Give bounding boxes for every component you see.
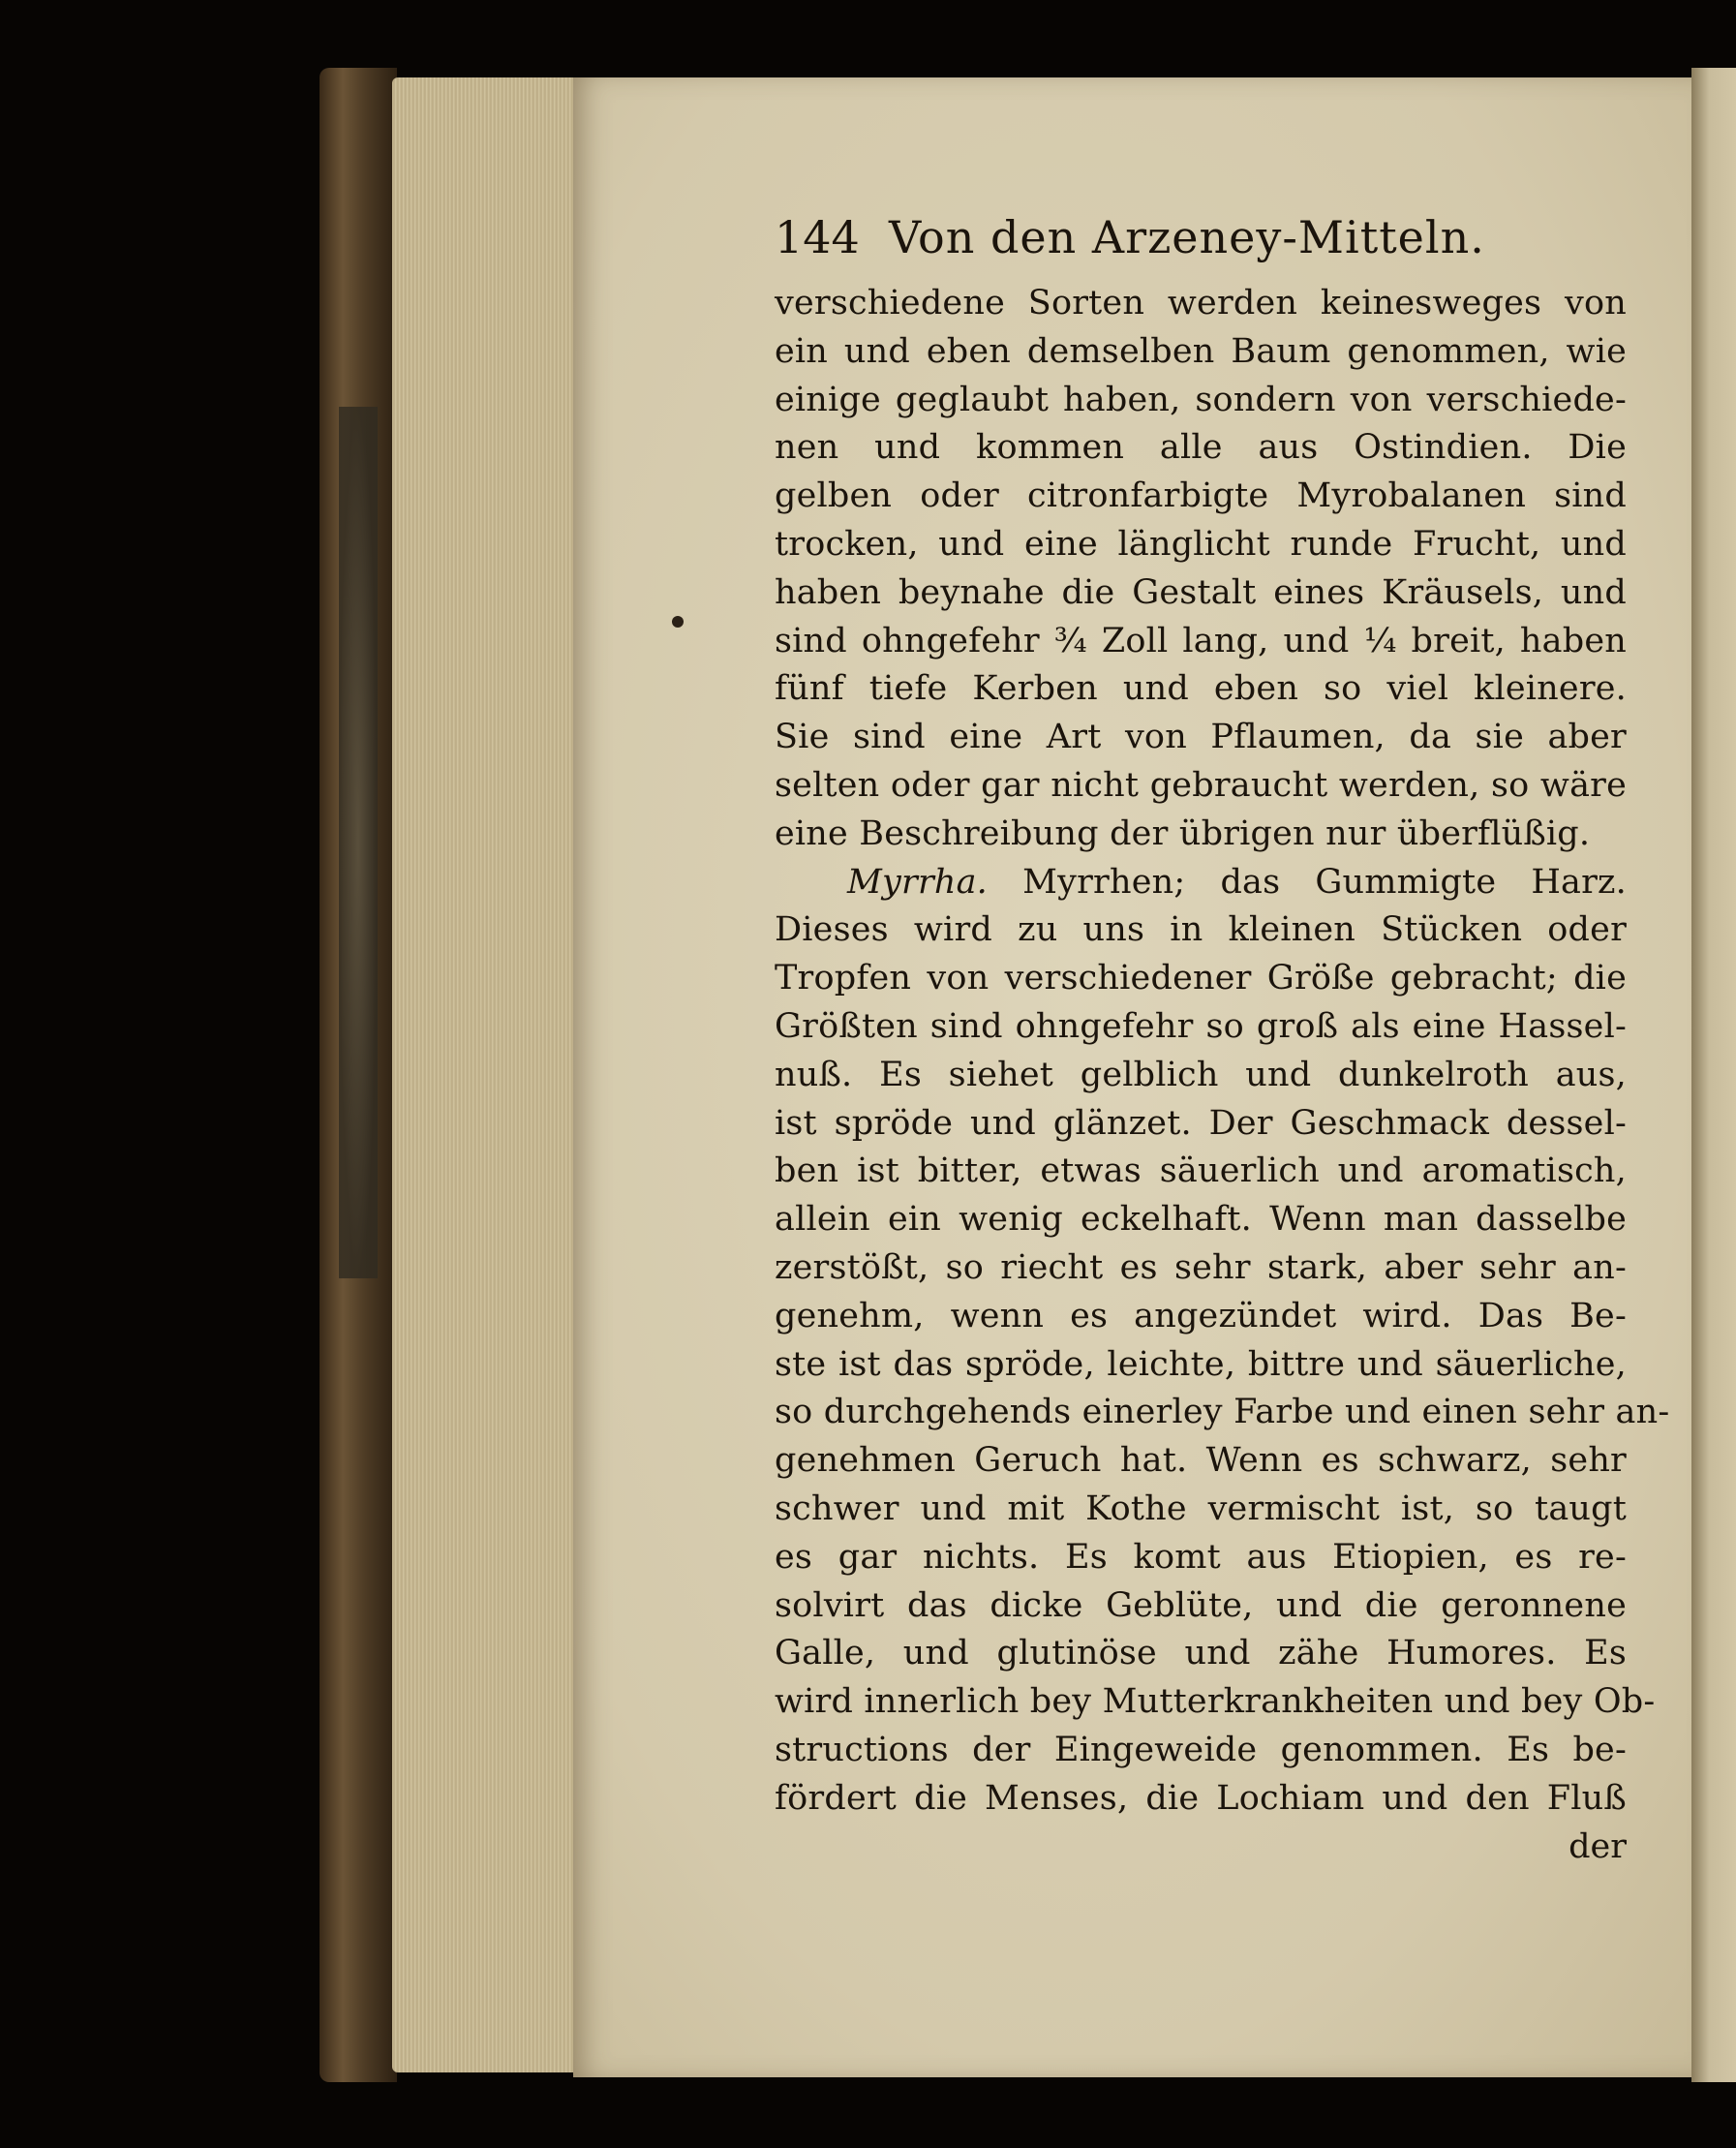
text-line: wird innerlich bey Mutterkrankheiten und bey Ob- xyxy=(775,1682,1656,1722)
text-line: Dieses wird zu uns in kleinen Stücken oder xyxy=(775,910,1627,950)
text-line: Galle, und glutinöse und zähe Humores. Es xyxy=(775,1634,1627,1673)
cover-mottling xyxy=(339,407,378,1278)
text-line: einige geglaubt haben, sondern von verschiede- xyxy=(775,380,1627,419)
page-edges xyxy=(392,77,576,2072)
text-line: structions der Eingeweide genommen. Es be- xyxy=(775,1730,1627,1769)
text-line: schwer und mit Kothe vermischt ist, so taugt xyxy=(775,1488,1627,1528)
text-line: Tropfen von verschiedener Größe gebracht; die xyxy=(775,959,1627,998)
text-line: fördert die Menses, die Lochiam und den Fluß xyxy=(775,1778,1627,1818)
text-line: ein und eben demselben Baum genommen, wie xyxy=(775,331,1627,371)
text-line: Sie sind eine Art von Pflaumen, da sie aber xyxy=(775,718,1627,757)
text-line: verschiedene Sorten werden keinesweges von xyxy=(775,284,1627,322)
text-line: nen und kommen alle aus Ostindien. Die xyxy=(775,428,1627,468)
text-line: selten oder gar nicht gebraucht werden, so wäre xyxy=(775,765,1627,805)
myrrha-first-line-rest: Myrrhen; das Gummigte Harz. xyxy=(1022,862,1628,902)
ink-spot xyxy=(672,616,684,628)
text-line: ben ist bitter, etwas säuerlich und aromatisch, xyxy=(775,1151,1627,1191)
text-line: zerstößt, so riecht es sehr stark, aber sehr an- xyxy=(775,1247,1627,1287)
text-line: allein ein wenig eckelhaft. Wenn man dasselbe xyxy=(775,1200,1627,1240)
page-text-block xyxy=(775,208,1670,1871)
text-line: gelben oder citronfarbigte Myrobalanen sind xyxy=(775,476,1627,516)
running-head xyxy=(775,208,1627,266)
text-line: eine Beschreibung der übrigen nur überflüßig. xyxy=(775,813,1591,853)
text-line: ste ist das spröde, leichte, bittre und säuerliche, xyxy=(775,1344,1627,1384)
text-line: Größten sind ohngefehr so groß als eine Hassel- xyxy=(775,1006,1627,1046)
text-line: es gar nichts. Es komt aus Etiopien, es re- xyxy=(775,1537,1627,1577)
text-line: fünf tiefe Kerben und eben so viel kleinere. xyxy=(775,669,1627,709)
text-line: ist spröde und glänzet. Der Geschmack dessel- xyxy=(775,1103,1627,1143)
text-line: haben beynahe die Gestalt eines Kräusels, und xyxy=(775,572,1627,612)
facing-page-edge xyxy=(1691,68,1736,2082)
text-line: genehmen Geruch hat. Wenn es schwarz, sehr xyxy=(775,1441,1627,1481)
running-title: Von den Arzeney-Mitteln. xyxy=(889,211,1485,263)
myrrha-label: Myrrha. xyxy=(847,862,989,902)
text-line: so durchgehends einerley Farbe und einen sehr an- xyxy=(775,1393,1670,1432)
text-line: sind ohngefehr ¾ Zoll lang, und ¼ breit, haben xyxy=(775,621,1627,660)
text-line: trocken, und eine länglicht runde Frucht, und xyxy=(775,524,1627,564)
text-line: solvirt das dicke Geblüte, und die geronnene xyxy=(775,1585,1627,1625)
page-number: 144 xyxy=(775,211,860,263)
text-line: nuß. Es siehet gelblich und dunkelroth aus, xyxy=(775,1055,1627,1094)
text-line: genehm, wenn es angezündet wird. Das Be- xyxy=(775,1296,1627,1335)
myrrha-entry-line xyxy=(775,859,1627,907)
catchword: der xyxy=(1568,1826,1627,1866)
